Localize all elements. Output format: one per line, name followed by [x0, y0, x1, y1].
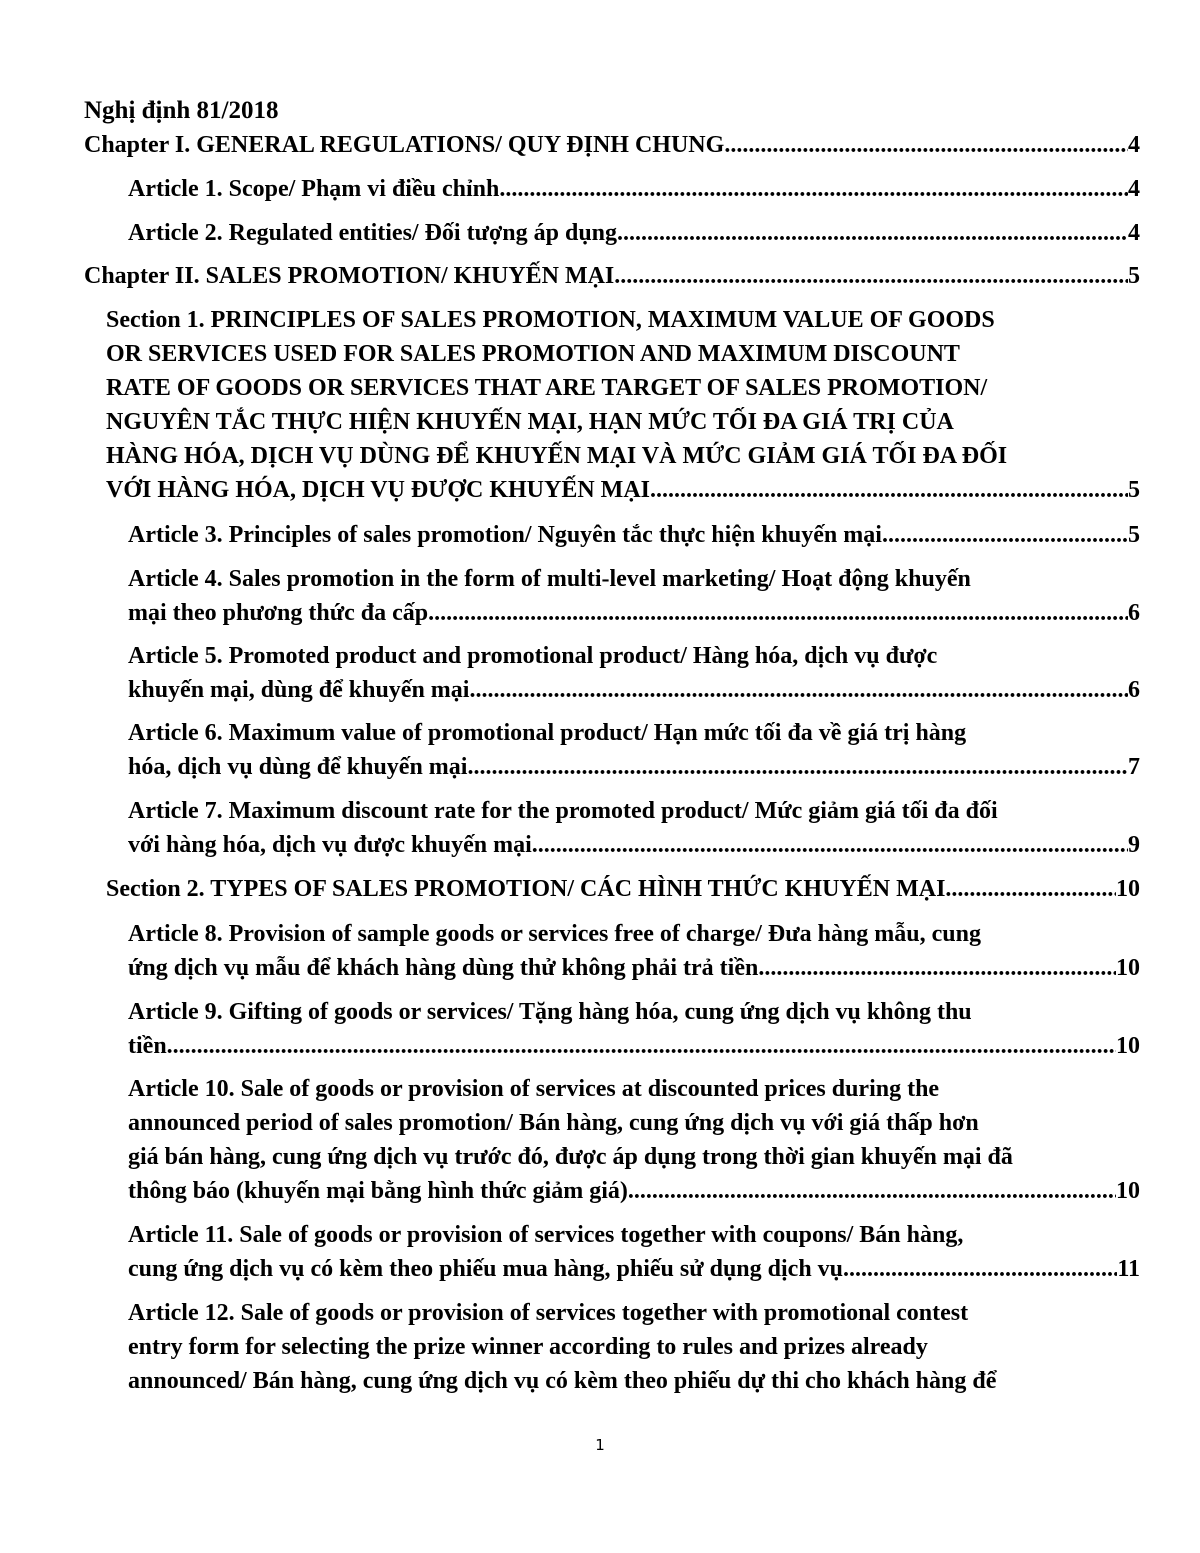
- toc-entry[interactable]: [106, 303, 1140, 507]
- toc-leader-dots: [758, 951, 1116, 985]
- toc-page-number: 9: [1128, 832, 1140, 858]
- toc-entry-text: VỚI HÀNG HÓA, DỊCH VỤ ĐƯỢC KHUYẾN MẠI: [106, 477, 651, 503]
- toc-entry-text: Article 2. Regulated entities/ Đối tượng áp dụng: [128, 220, 618, 246]
- toc-entry-last-line: [128, 750, 1140, 784]
- toc-entry[interactable]: [128, 518, 1140, 552]
- toc-entry-text: announced/ Bán hàng, cung ứng dịch vụ có kèm theo phiếu dự thi cho khách hàng để: [128, 1368, 997, 1394]
- toc-entry[interactable]: [128, 172, 1140, 206]
- toc-leader-dots: [650, 473, 1128, 507]
- toc-page-number: 5: [1128, 522, 1140, 548]
- toc-leader-dots: [499, 172, 1128, 206]
- toc-entry-text: NGUYÊN TẮC THỰC HIỆN KHUYẾN MẠI, HẠN MỨC TỐI ĐA GIÁ TRỊ CỦA: [106, 409, 954, 435]
- toc-entry-text: Article 11. Sale of goods or provision of services together with coupons/ Bán hàng,: [128, 1222, 964, 1248]
- toc-entry-last-line: [128, 518, 1140, 552]
- toc-entry-text: Section 1. PRINCIPLES OF SALES PROMOTION, MAXIMUM VALUE OF GOODS: [106, 307, 995, 333]
- toc-page-number: 10: [1116, 876, 1140, 902]
- toc-entry[interactable]: [128, 716, 1140, 784]
- toc-entry-text: Article 9. Gifting of goods or services/ Tặng hàng hóa, cung ứng dịch vụ không thu: [128, 999, 972, 1025]
- toc-entry-text: Article 5. Promoted product and promotional product/ Hàng hóa, dịch vụ được: [128, 643, 938, 669]
- toc-entry-text: Article 4. Sales promotion in the form of multi-level marketing/ Hoạt động khuyến: [128, 566, 971, 592]
- toc-leader-dots: [469, 673, 1128, 707]
- toc-entry-last-line: [128, 172, 1140, 206]
- toc-entry-text: Chapter II. SALES PROMOTION/ KHUYẾN MẠI: [84, 263, 615, 289]
- toc-entry-text: Section 2. TYPES OF SALES PROMOTION/ CÁC HÌNH THỨC KHUYẾN MẠI: [106, 876, 946, 902]
- toc-leader-dots: [843, 1252, 1117, 1286]
- toc-leader-dots: [724, 128, 1128, 162]
- toc-entry-last-line: [128, 1029, 1140, 1063]
- toc-entry[interactable]: [128, 1072, 1140, 1208]
- toc-page-number: 4: [1128, 220, 1140, 246]
- toc-entry[interactable]: [128, 216, 1140, 250]
- toc-leader-dots: [467, 750, 1128, 784]
- toc-entry-last-line: [128, 951, 1140, 985]
- toc-leader-dots: [167, 1029, 1116, 1063]
- toc-entry-text: Article 6. Maximum value of promotional product/ Hạn mức tối đa về giá trị hàng: [128, 720, 967, 746]
- toc-entry[interactable]: [128, 917, 1140, 985]
- toc-leader-dots: [532, 828, 1128, 862]
- toc-page-number: 7: [1128, 754, 1140, 780]
- toc-entry-text: Article 7. Maximum discount rate for the promoted product/ Mức giảm giá tối đa đối: [128, 798, 998, 824]
- toc-entry-text: mại theo phương thức đa cấp: [128, 600, 429, 626]
- toc-page-number: 6: [1128, 677, 1140, 703]
- toc-entry-last-line: [128, 216, 1140, 250]
- toc-entry[interactable]: [128, 562, 1140, 630]
- toc-entry[interactable]: [128, 1218, 1140, 1286]
- toc-entry-last-line: [128, 673, 1140, 707]
- toc-entry-last-line: [128, 596, 1140, 630]
- toc-entry-text: Article 8. Provision of sample goods or services free of charge/ Đưa hàng mẫu, cung: [128, 921, 981, 947]
- toc-page-number: 11: [1117, 1256, 1140, 1282]
- toc-leader-dots: [617, 216, 1128, 250]
- toc-entry-text: HÀNG HÓA, DỊCH VỤ DÙNG ĐỂ KHUYẾN MẠI VÀ MỨC GIẢM GIÁ TỐI ĐA ĐỐI: [106, 443, 1008, 469]
- toc-page-number: 5: [1128, 477, 1140, 503]
- toc-entry[interactable]: [128, 1296, 1140, 1398]
- toc-entry[interactable]: [106, 872, 1140, 906]
- document-title: Nghị định 81/2018: [84, 97, 279, 124]
- toc-entry[interactable]: [128, 995, 1140, 1063]
- toc-entry[interactable]: [128, 794, 1140, 862]
- toc-page-number: 5: [1128, 263, 1140, 289]
- toc-leader-dots: [882, 518, 1128, 552]
- toc-entry-text: Article 12. Sale of goods or provision of services together with promotional contest: [128, 1300, 969, 1326]
- toc-leader-dots: [428, 596, 1128, 630]
- toc-entry-text: tiền: [128, 1033, 167, 1059]
- toc-leader-dots: [628, 1174, 1116, 1208]
- toc-page-number: 4: [1128, 176, 1140, 202]
- toc-entry-text: thông báo (khuyến mại bằng hình thức giảm giá): [128, 1178, 628, 1204]
- toc-entry-last-line: [106, 872, 1140, 906]
- toc-entry-text: announced period of sales promotion/ Bán hàng, cung ứng dịch vụ với giá thấp hơn: [128, 1110, 979, 1136]
- toc-page-number: 10: [1116, 955, 1140, 981]
- toc-page-number: 10: [1116, 1178, 1140, 1204]
- toc-entry-text: hóa, dịch vụ dùng để khuyến mại: [128, 754, 468, 780]
- toc-page-number: 4: [1128, 132, 1140, 158]
- toc-entry[interactable]: [84, 128, 1140, 162]
- toc-entry[interactable]: [128, 639, 1140, 707]
- toc-entry-text: ứng dịch vụ mẫu để khách hàng dùng thử không phải trả tiền: [128, 955, 759, 981]
- toc-entry-text: Article 1. Scope/ Phạm vi điều chỉnh: [128, 176, 500, 202]
- toc-entry-last-line: [128, 828, 1140, 862]
- toc-entry-text: entry form for selecting the prize winner according to rules and prizes already: [128, 1334, 928, 1360]
- toc-page-number: 6: [1128, 600, 1140, 626]
- toc-entry-text: khuyến mại, dùng để khuyến mại: [128, 677, 470, 703]
- toc-entry-text: OR SERVICES USED FOR SALES PROMOTION AND MAXIMUM DISCOUNT: [106, 341, 960, 367]
- toc-entry-last-line: [84, 128, 1140, 162]
- toc-entry-text: cung ứng dịch vụ có kèm theo phiếu mua hàng, phiếu sử dụng dịch vụ: [128, 1256, 844, 1282]
- toc-entry[interactable]: [84, 259, 1140, 293]
- toc-entry-text: RATE OF GOODS OR SERVICES THAT ARE TARGET OF SALES PROMOTION/: [106, 375, 988, 401]
- toc-entry-text: Article 10. Sale of goods or provision of services at discounted prices during the: [128, 1076, 940, 1102]
- toc-entry-text: Chapter I. GENERAL REGULATIONS/ QUY ĐỊNH CHUNG: [84, 132, 725, 158]
- toc-entry-last-line: [128, 1252, 1140, 1286]
- toc-leader-dots: [614, 259, 1128, 293]
- toc-entry-last-line: [84, 259, 1140, 293]
- toc-entry-text: giá bán hàng, cung ứng dịch vụ trước đó, được áp dụng trong thời gian khuyến mại đã: [128, 1144, 1013, 1170]
- toc-entry-text: Article 3. Principles of sales promotion/ Nguyên tắc thực hiện khuyến mại: [128, 522, 882, 548]
- page-number: 1: [595, 1436, 605, 1454]
- toc-leader-dots: [945, 872, 1116, 906]
- toc-entry-text: với hàng hóa, dịch vụ được khuyến mại: [128, 832, 532, 858]
- toc-entry-last-line: [128, 1174, 1140, 1208]
- toc-entry-last-line: [106, 473, 1140, 507]
- toc-page-number: 10: [1116, 1033, 1140, 1059]
